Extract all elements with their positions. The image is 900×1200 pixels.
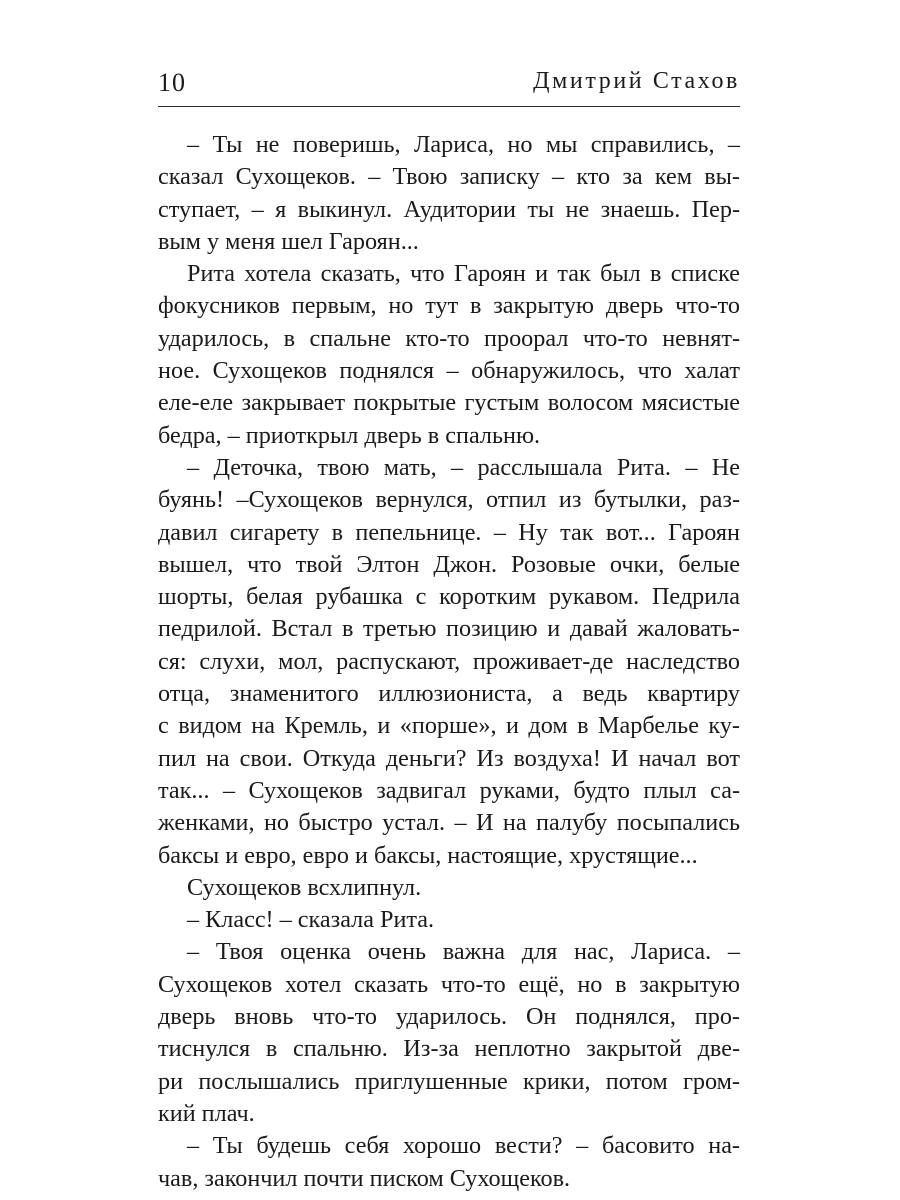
text-line: чав, закончил почти писком Сухощеков. xyxy=(158,1164,571,1192)
text-line: ся: слухи, мол, распускают, проживает-де наследство xyxy=(158,647,740,675)
text-line: – Класс! – сказала Рита. xyxy=(187,906,435,934)
text-line: – Ты будешь себя хорошо вести? – басовито на- xyxy=(187,1132,740,1160)
text-line: бедра, – приоткрыл дверь в спальню. xyxy=(158,421,541,449)
text-line: Сухощеков хотел сказать что-то ещё, но в закрытую xyxy=(158,970,740,998)
page-header xyxy=(158,60,740,100)
page-number: 10 xyxy=(158,68,186,97)
text-line: буянь! –Сухощеков вернулся, отпил из бутылки, раз- xyxy=(158,486,740,514)
text-line: дверь вновь что-то ударилось. Он поднялся, про- xyxy=(158,1003,740,1031)
text-line: кий плач. xyxy=(158,1099,255,1127)
text-line: пил на свои. Откуда деньги? Из воздуха! И начал вот xyxy=(158,744,740,772)
text-line: давил сигарету в пепельнице. – Ну так вот... Гароян xyxy=(158,518,740,546)
text-line: ступает, – я выкинул. Аудитории ты не знаешь. Пер- xyxy=(158,195,740,223)
body-text xyxy=(158,129,740,1195)
text-line: с видом на Кремль, и «порше», и дом в Марбелье ку- xyxy=(158,712,740,740)
text-line: Рита хотела сказать, что Гароян и так был в списке xyxy=(187,260,740,288)
header-rule xyxy=(158,106,740,107)
text-line: сказал Сухощеков. – Твою записку – кто за кем вы- xyxy=(158,163,740,191)
text-line: тиснулся в спальню. Из-за неплотно закрытой две- xyxy=(158,1035,740,1063)
text-line: шорты, белая рубашка с коротким рукавом. Педрила xyxy=(158,583,740,611)
text-line: – Ты не поверишь, Лариса, но мы справились, – xyxy=(187,131,740,158)
text-line: – Твоя оценка очень важна для нас, Лариса. – xyxy=(187,938,740,966)
text-line: баксы и евро, евро и баксы, настоящие, хрустящие... xyxy=(158,841,698,869)
text-line: педрилой. Встал в третью позицию и давай жаловать- xyxy=(158,615,740,643)
text-line: ри послышались приглушенные крики, потом гром- xyxy=(158,1067,740,1095)
text-line: вышел, что твой Элтон Джон. Розовые очки, белые xyxy=(158,550,740,578)
text-line: ударилось, в спальне кто-то проорал что-то невнят- xyxy=(158,324,740,352)
text-line: Сухощеков всхлипнул. xyxy=(187,873,422,901)
running-title: Дмитрий Стахов xyxy=(533,68,740,94)
text-line: ное. Сухощеков поднялся – обнаружилось, что халат xyxy=(158,357,740,385)
text-line: фокусников первым, но тут в закрытую дверь что-то xyxy=(158,292,740,320)
text-line: вым у меня шел Гароян... xyxy=(158,227,419,255)
text-line: женками, но быстро устал. – И на палубу посыпались xyxy=(158,809,740,837)
text-line: – Деточка, твою мать, – расслышала Рита. – Не xyxy=(187,453,740,481)
text-line: отца, знаменитого иллюзиониста, а ведь квартиру xyxy=(158,680,740,708)
text-line: еле-еле закрывает покрытые густым волосом мясистые xyxy=(158,389,740,417)
text-line: так... – Сухощеков задвигал руками, будто плыл са- xyxy=(158,776,740,804)
